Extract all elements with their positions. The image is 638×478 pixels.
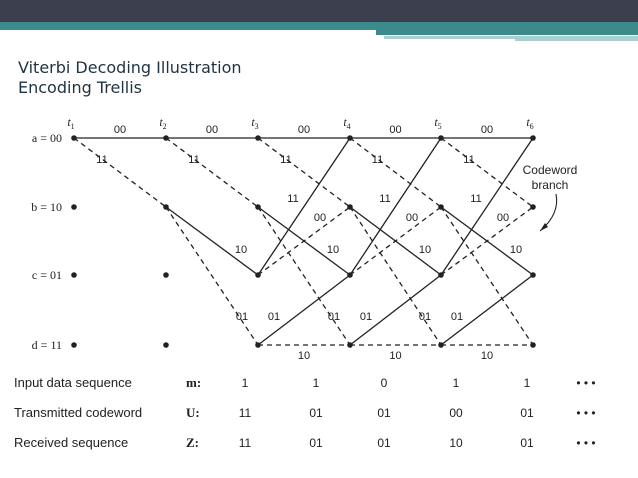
branch-label-00: 00 — [405, 212, 419, 224]
table-ellipsis: • • • — [576, 376, 596, 390]
state-node — [163, 272, 169, 278]
table-cell: 01 — [520, 406, 534, 420]
state-node — [71, 135, 77, 141]
branch-label-00: 00 — [389, 124, 402, 136]
state-node — [530, 204, 536, 210]
trellis-branch — [166, 207, 258, 275]
table-cell: 11 — [238, 406, 252, 420]
trellis-branch — [441, 207, 533, 345]
state-label-c: c = 01 — [31, 268, 62, 282]
time-label: $t_2$ — [159, 115, 167, 131]
state-node — [347, 342, 353, 348]
branch-label-11: 11 — [280, 154, 292, 166]
trellis-branch — [166, 207, 258, 345]
state-node — [347, 204, 353, 210]
state-node — [255, 272, 261, 278]
branch-label-11: 11 — [463, 154, 475, 166]
trellis-branch — [441, 275, 533, 345]
branch-label-00: 00 — [297, 124, 311, 136]
state-node — [255, 342, 261, 348]
state-node — [438, 342, 444, 348]
time-label: $t_4$ — [343, 115, 351, 131]
table-cell: 00 — [449, 406, 463, 420]
state-node — [530, 342, 536, 348]
trellis-branch — [350, 275, 441, 345]
table-ellipsis: • • • — [576, 406, 596, 420]
trellis-branch — [166, 138, 258, 207]
title-line-2: Encoding Trellis — [18, 78, 142, 97]
table-row-label: Transmitted codeword — [14, 405, 143, 420]
branch-label-01: 01 — [359, 311, 373, 323]
table-cell: 10 — [449, 436, 463, 450]
annotation-branch: branch — [531, 178, 569, 192]
slide-title — [18, 58, 242, 98]
time-label: $t_3$ — [251, 115, 259, 131]
table-row-symbol: U: — [186, 405, 200, 420]
branch-label-11: 11 — [371, 154, 384, 166]
state-node — [71, 272, 77, 278]
trellis-branch — [350, 207, 441, 345]
state-node — [438, 135, 444, 141]
branch-label-10: 10 — [480, 350, 494, 362]
table-cell: 1 — [241, 376, 249, 390]
table-row-label: Received sequence — [14, 435, 129, 450]
branch-label-01: 01 — [235, 311, 249, 323]
branch-label-11: 11 — [287, 193, 299, 205]
trellis-branch — [258, 275, 350, 345]
state-node — [163, 135, 169, 141]
table-row-label: Input data sequence — [14, 375, 132, 390]
title-line-1: Viterbi Decoding Illustration — [18, 58, 242, 77]
table-cell: 01 — [377, 406, 391, 420]
branch-label-00: 00 — [313, 212, 327, 224]
annotation-arrow — [540, 194, 557, 231]
state-node — [163, 204, 169, 210]
branch-label-10: 10 — [509, 244, 523, 256]
branch-label-11: 11 — [96, 154, 108, 166]
title-banner — [0, 0, 638, 44]
time-label: $t_1$ — [67, 115, 75, 131]
state-node — [347, 272, 353, 278]
state-node — [530, 135, 536, 141]
branch-label-11: 11 — [379, 193, 391, 205]
state-node — [255, 135, 261, 141]
branch-label-01: 01 — [450, 311, 464, 323]
branch-label-10: 10 — [418, 244, 432, 256]
annotation-codeword: Codeword — [522, 163, 578, 177]
state-node — [255, 204, 261, 210]
branch-label-00: 00 — [205, 124, 219, 136]
table-cell: 1 — [312, 376, 320, 390]
trellis-branch — [258, 207, 350, 345]
state-label-a: a = 00 — [31, 131, 62, 145]
branch-label-01: 01 — [327, 311, 341, 323]
table-row-symbol: Z: — [186, 435, 199, 450]
table-cell: 01 — [309, 436, 323, 450]
trellis-branch — [441, 138, 533, 207]
trellis-branch — [258, 138, 350, 207]
state-node — [438, 204, 444, 210]
branch-label-01: 01 — [267, 311, 281, 323]
table-cell: 11 — [238, 436, 252, 450]
branch-label-00: 00 — [496, 212, 510, 224]
branch-label-10: 10 — [297, 350, 311, 362]
branch-label-10: 10 — [389, 350, 402, 362]
state-label-b: b = 10 — [31, 200, 62, 214]
branch-label-11: 11 — [470, 193, 482, 205]
time-label: $t_5$ — [434, 115, 442, 131]
encoding-trellis — [0, 110, 638, 478]
table-cell: 1 — [523, 376, 531, 390]
trellis-branch — [74, 138, 166, 207]
state-node — [438, 272, 444, 278]
branch-label-00: 00 — [113, 124, 127, 136]
table-ellipsis: • • • — [576, 436, 596, 450]
state-node — [347, 135, 353, 141]
table-cell: 01 — [520, 436, 534, 450]
state-node — [71, 204, 77, 210]
branch-label-10: 10 — [234, 244, 248, 256]
table-cell: 0 — [380, 376, 388, 390]
time-label: $t_6$ — [526, 115, 534, 131]
table-row-symbol: m: — [186, 375, 202, 390]
branch-label-11: 11 — [188, 154, 200, 166]
table-cell: 1 — [452, 376, 460, 390]
branch-label-10: 10 — [326, 244, 340, 256]
table-cell: 01 — [377, 436, 391, 450]
table-cell: 01 — [309, 406, 323, 420]
trellis-branch — [350, 138, 441, 207]
branch-label-01: 01 — [418, 311, 432, 323]
state-node — [163, 342, 169, 348]
state-node — [71, 342, 77, 348]
state-label-d: d = 11 — [31, 338, 62, 352]
state-node — [530, 272, 536, 278]
branch-label-00: 00 — [480, 124, 494, 136]
